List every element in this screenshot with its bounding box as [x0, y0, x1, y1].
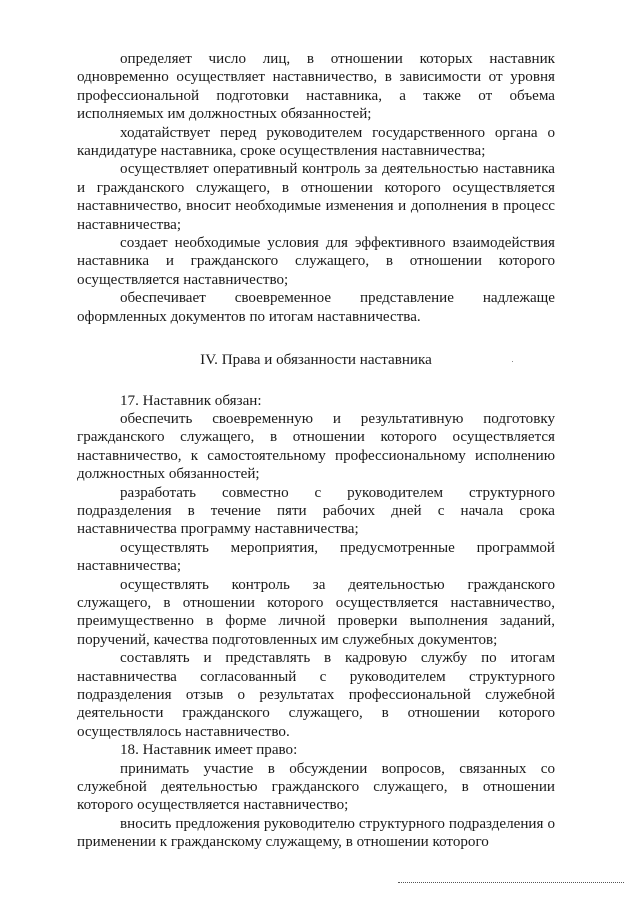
- paragraph: определяет число лиц, в отношении которых наставник одновременно осуществляет наставничество, в зависимости от уровня профессиональной подготовки наставника, а также от объема исполняемых им должностных обязанностей;: [77, 51, 555, 123]
- paragraph: вносить предложения руководителю структурного подразделения о применении к гражданскому служащему, в отношении которого: [77, 815, 555, 851]
- clause-heading: 17. Наставник обязан:: [120, 392, 262, 409]
- paragraph: обеспечить своевременную и результативную подготовку гражданского служащего, в отношении которого осуществляется наставничество, к самостоятельному профессиональному исполнению должностных обязанностей;: [77, 410, 555, 483]
- paragraph: обеспечивает своевременное представление надлежаще оформленных документов по итогам наставничества.: [77, 290, 555, 325]
- footer-rule: [398, 882, 624, 883]
- paragraph: создает необходимые условия для эффективного взаимодействия наставника и гражданского служащего, в отношении которого осуществляется наставничество;: [77, 235, 555, 288]
- paragraph: разработать совместно с руководителем структурного подразделения в течение пяти рабочих дней с начала срока наставничества программу наставничества;: [77, 484, 555, 538]
- paragraph: составлять и представлять в кадровую службу по итогам наставничества согласованный с руководителем структурного подразделения отзыв о результатах профессиональной служебной деятельности гражданского служащего, в отношении которого осуществлялось наставничество.: [77, 650, 555, 740]
- paragraph: принимать участие в обсуждении вопросов, связанных со служебной деятельностью гражданского служащего, в отношении которого осуществляется наставничество;: [77, 760, 555, 814]
- paragraph: осуществляет оперативный контроль за деятельностью наставника и гражданского служащего, в отношении которого осуществляется наставничество, вносит необходимые изменения и дополнения в процесс наставничества;: [77, 161, 555, 233]
- section-heading: IV. Права и обязанности наставника: [200, 352, 432, 369]
- document-page: [77, 50, 555, 852]
- paragraph: ходатайствует перед руководителем государственного органа о кандидатуре наставника, сроке осуществления наставничества;: [77, 124, 555, 160]
- clause-heading: 18. Наставник имеет право:: [120, 742, 298, 759]
- paragraph: осуществлять контроль за деятельностью гражданского служащего, в отношении которого осуществляется наставничество, преимущественно в форме личной проверки выполнения заданий, поручений, качества подготовленных им служебных документов;: [77, 576, 555, 648]
- paragraph: осуществлять мероприятия, предусмотренные программой наставничества;: [77, 539, 555, 575]
- scan-speck: [512, 361, 513, 362]
